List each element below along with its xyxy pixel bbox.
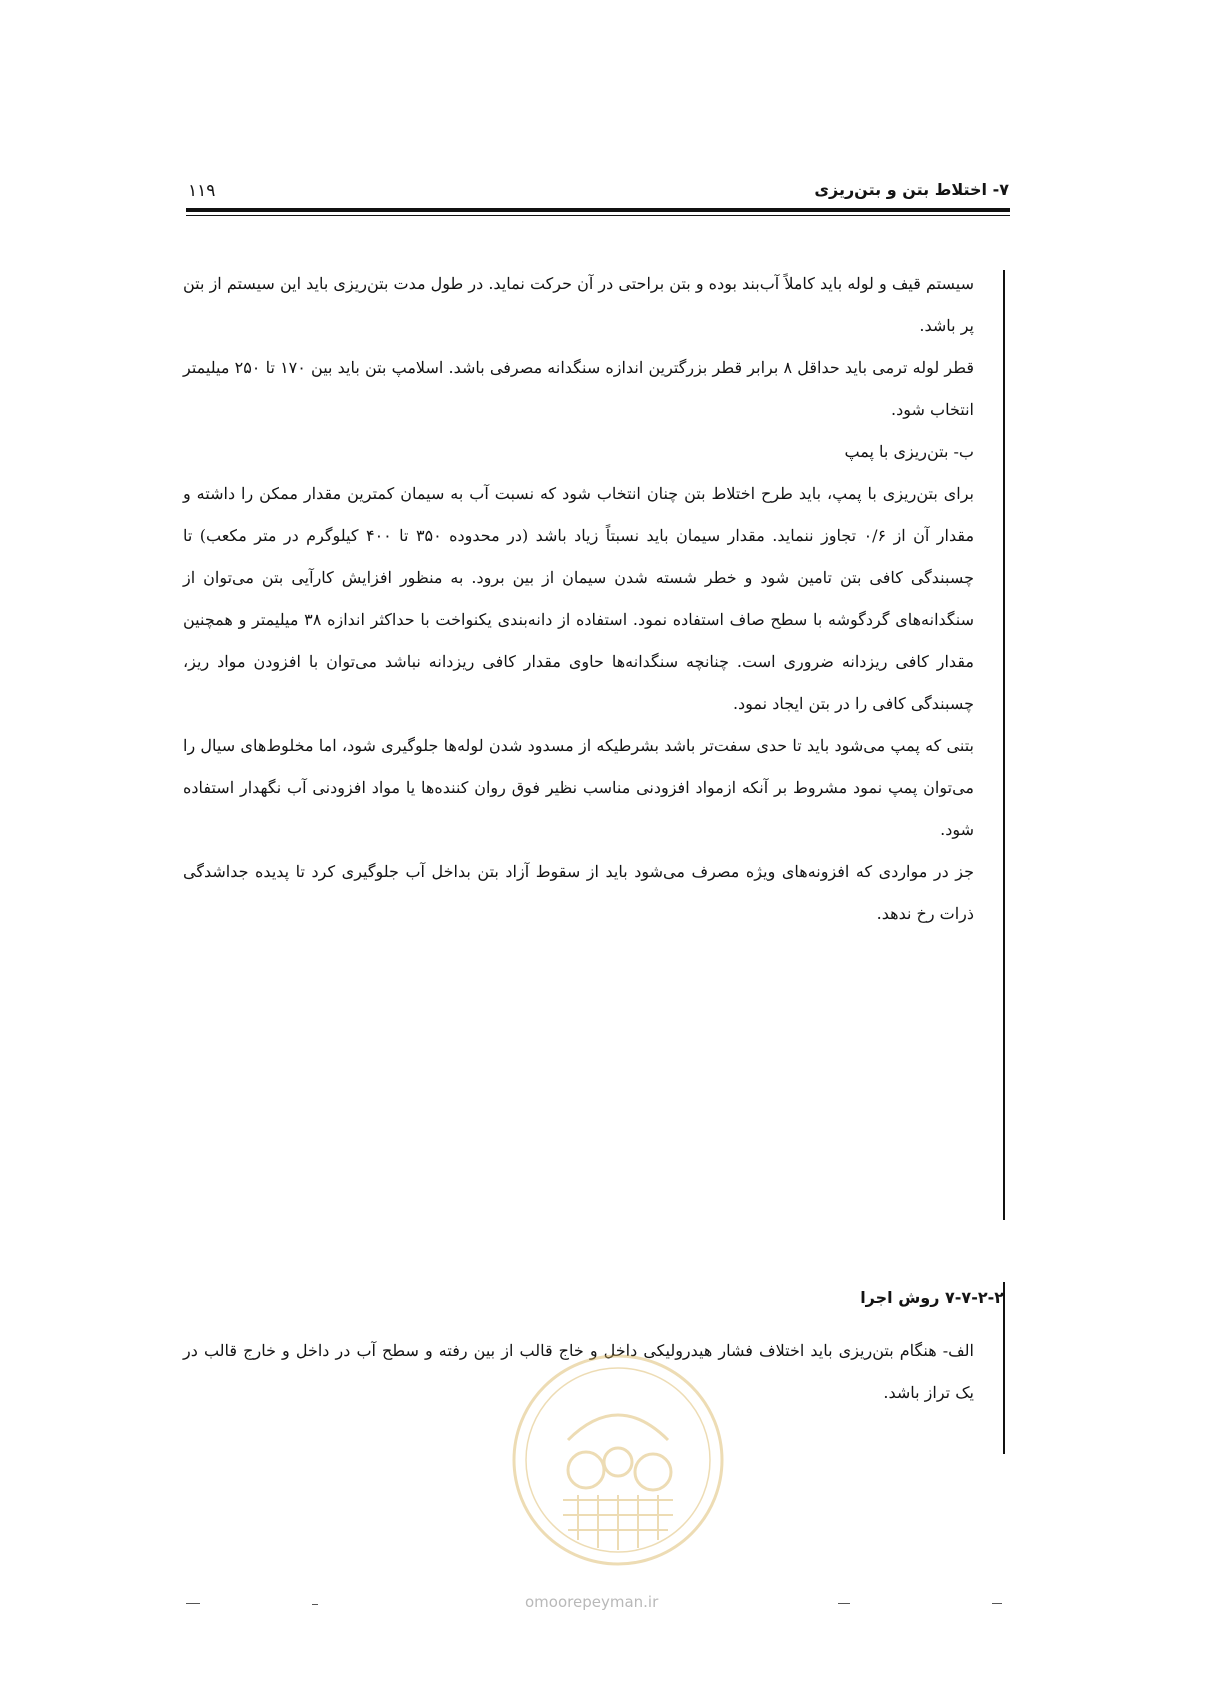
paragraph: قطر لوله ترمی باید حداقل ۸ برابر قطر بزرگترین اندازه سنگدانه مصرفی باشد. اسلامپ بتن باید بین ۱۷۰ تا ۲۵۰ میلیمتر انتخاب شود. <box>183 358 974 419</box>
margin-change-bar <box>1003 270 1005 1220</box>
paragraph: الف- هنگام بتن‌ریزی باید اختلاف فشار هیدرولیکی داخل و خاج قالب از بین رفته و سطح آب در داخل و خارج قالب در یک تراز باشد. <box>183 1341 974 1402</box>
watermark-url: omoorepeyman.ir <box>525 1593 659 1611</box>
paragraph: بتنی که پمپ می‌شود باید تا حدی سفت‌تر باشد بشرطیکه از مسدود شدن لوله‌ها جلوگیری شود، اما مخلوط‌های سیال را می‌توان پمپ نمود مشروط بر آنکه ازمواد افزودنی مناسب نظیر فوق روان کننده‌ها یا مواد افزودنی آب نگهدار استفاده شود. <box>183 736 974 839</box>
paragraph: برای بتن‌ریزی با پمپ، باید طرح اختلاط بتن چنان انتخاب شود که نسبت آب به سیمان کمترین مقدار ممکن را داشته و مقدار آن از ۰/۶ تجاوز ننماید. مقدار سیمان باید نسبتاً زیاد باشد (در محدوده ۳۵۰ تا ۴۰۰ کیلوگرم در متر مکعب) تا چسبندگی کافی بتن تامین شود و خطر شسته شدن سیمان از بین برود. به منظور افزایش کارآیی بتن می‌توان از سنگدانه‌های گردگوشه با سطح صاف استفاده نمود. استفاده از دانه‌بندی یکنواخت با حداکثر اندازه ۳۸ میلیمتر و همچنین مقدار کافی ریزدانه ضروری است. چنانچه سنگدانه‌ها حاوی مقدار کافی ریزدانه نباشد می‌توان با افزودن مواد ریز، چسبندگی کافی را در بتن ایجاد نمود. <box>183 484 975 713</box>
scan-artifact <box>838 1603 850 1604</box>
subheading: ب- بتن‌ریزی با پمپ <box>844 442 974 461</box>
chapter-title: ۷- اختلاط بتن و بتن‌ریزی <box>814 180 1009 199</box>
scan-artifact <box>992 1603 1002 1604</box>
body-text <box>183 263 974 935</box>
scan-artifact <box>312 1604 318 1605</box>
header-rule-thin <box>186 215 1010 216</box>
paragraph: سیستم قیف و لوله باید کاملاً آب‌بند بوده و بتن براحتی در آن حرکت نماید. در طول مدت بتن‌ریزی باید این سیستم از بتن پر باشد. <box>183 274 974 335</box>
header-rule-thick <box>186 208 1010 212</box>
section-heading: ۷-۷-۲-۲ روش اجرا <box>860 1288 1004 1307</box>
scan-artifact <box>186 1603 200 1604</box>
section-text <box>183 1330 974 1414</box>
paragraph: جز در مواردی که افزونه‌های ویژه مصرف می‌شود باید از سقوط آزاد بتن بداخل آب جلوگیری کرد تا پدیده جداشدگی ذرات رخ ندهد. <box>183 862 974 923</box>
margin-change-bar <box>1003 1282 1005 1454</box>
page-number: ۱۱۹ <box>188 181 216 201</box>
